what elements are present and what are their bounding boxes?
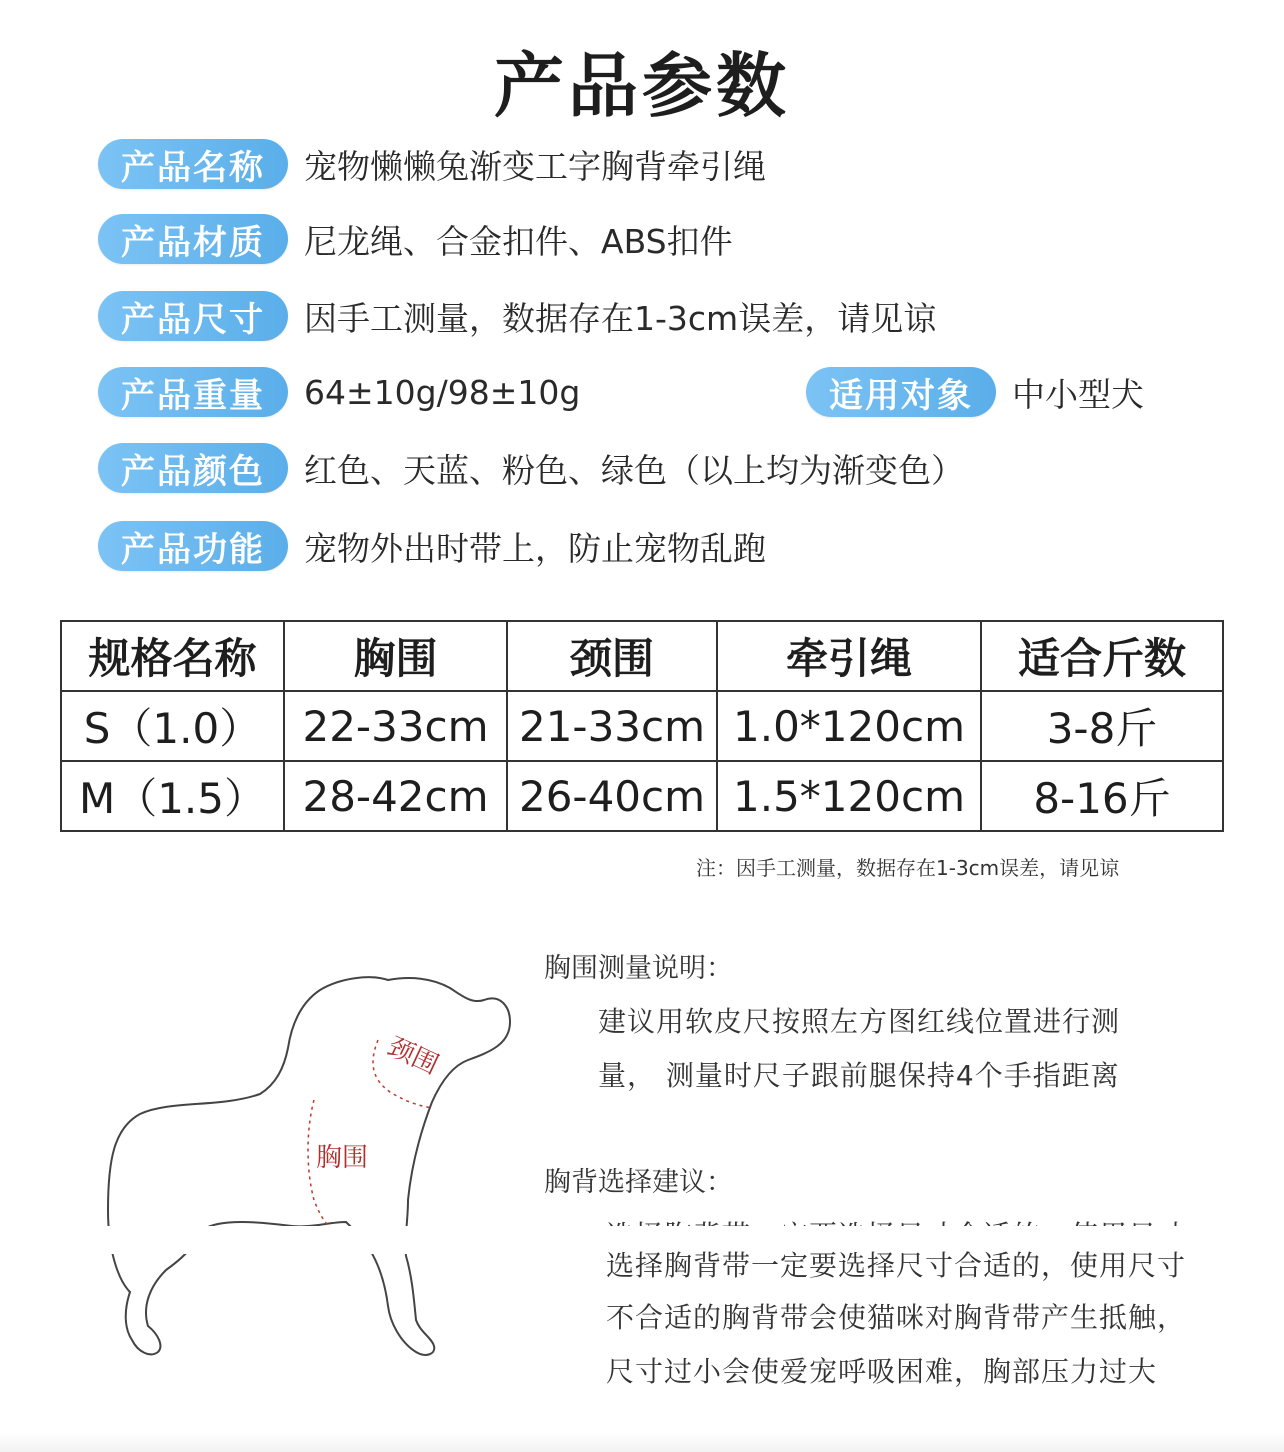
chest-measure-title: 胸围测量说明：	[544, 953, 733, 984]
param-row-weight	[98, 366, 580, 418]
chest-measure-line: 建议用软皮尺按照左方图红线位置进行测	[598, 1005, 1121, 1038]
param-label: 产品尺寸	[98, 291, 288, 341]
table-cell: 1.5*120cm	[717, 761, 981, 831]
dog-outline	[108, 977, 510, 1355]
table-row	[61, 761, 1223, 831]
param-row-target	[806, 366, 1144, 418]
chest-label: 胸围	[316, 1142, 369, 1172]
param-value: 宠物外出时带上，防止宠物乱跑	[304, 528, 766, 568]
table-cell: 28-42cm	[284, 761, 507, 831]
param-value: 尼龙绳、合金扣件、ABS扣件	[304, 221, 733, 261]
param-label: 适用对象	[806, 367, 996, 417]
param-row-name	[98, 138, 766, 190]
param-label: 产品功能	[98, 521, 288, 571]
param-row-color	[98, 442, 964, 494]
param-row-function	[98, 520, 766, 572]
dog-diagram	[70, 960, 530, 1380]
table-header: 规格名称	[61, 621, 284, 691]
page-title: 产品参数	[494, 45, 790, 127]
table-cell: 21-33cm	[507, 691, 717, 761]
param-value: 宠物懒懒兔渐变工字胸背牵引绳	[304, 146, 766, 186]
param-value: 64±10g/98±10g	[304, 372, 581, 412]
bottom-edge	[0, 1432, 1284, 1452]
table-header: 牵引绳	[717, 621, 981, 691]
table-row	[61, 691, 1223, 761]
param-row-material	[98, 213, 733, 265]
param-value: 因手工测量，数据存在1-3cm误差，请见谅	[304, 298, 937, 338]
table-cell: 8-16斤	[981, 761, 1223, 831]
param-label: 产品颜色	[98, 443, 288, 493]
advice-line: 尺寸过小会使爱宠呼吸困难，胸部压力过大	[606, 1355, 1158, 1388]
table-cell: 1.0*120cm	[717, 691, 981, 761]
param-row-size	[98, 290, 936, 342]
table-header: 适合斤数	[981, 621, 1223, 691]
table-header: 胸围	[284, 621, 507, 691]
param-value: 红色、天蓝、粉色、绿色（以上均为渐变色）	[304, 450, 964, 490]
table-header-row	[61, 621, 1223, 691]
advice-partial-line	[606, 1212, 1246, 1226]
advice-title: 胸背选择建议：	[544, 1167, 733, 1198]
measurement-note: 注：因手工测量，数据存在1-3cm误差，请见谅	[696, 856, 1120, 880]
size-table	[60, 620, 1224, 832]
advice-line: 不合适的胸背带会使猫咪对胸背带产生抵触，	[606, 1301, 1187, 1334]
param-label: 产品重量	[98, 367, 288, 417]
neck-label: 颈围	[383, 1030, 444, 1080]
table-cell: 22-33cm	[284, 691, 507, 761]
table-header: 颈围	[507, 621, 717, 691]
chest-measure-line: 量， 测量时尺子跟前腿保持4个手指距离	[598, 1059, 1120, 1092]
param-label: 产品材质	[98, 214, 288, 264]
table-cell: 3-8斤	[981, 691, 1223, 761]
table-cell: M（1.5）	[61, 761, 284, 831]
param-label: 产品名称	[98, 139, 288, 189]
table-cell: 26-40cm	[507, 761, 717, 831]
table-cell: S（1.0）	[61, 691, 284, 761]
param-value: 中小型犬	[1012, 374, 1144, 414]
advice-line: 选择胸背带一定要选择尺寸合适的，使用尺寸	[606, 1249, 1187, 1282]
